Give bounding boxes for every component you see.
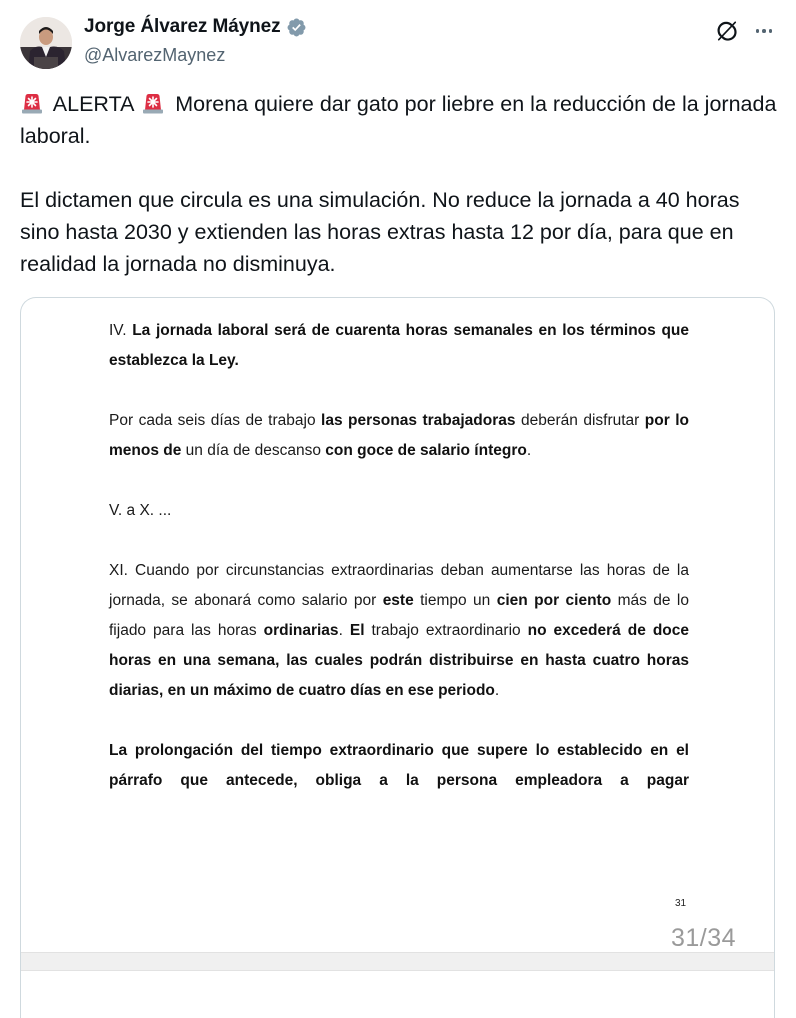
doc-page-number: 31 bbox=[675, 898, 687, 909]
tweet-text bbox=[20, 88, 780, 280]
doc-paragraph-iv: IV. La jornada laboral será de cuarenta horas semanales en los términos que establezca la Ley. bbox=[109, 322, 689, 369]
author-name-row bbox=[84, 16, 307, 38]
author-display-name[interactable]: Jorge Álvarez Máynez bbox=[84, 16, 281, 37]
doc-paragraph-prolongacion: La prolongación del tiempo extraordinario que supere lo establecido en el párrafo que antecede, obliga a la persona empleadora a pagar bbox=[109, 742, 689, 789]
author-handle[interactable]: @AlvarezMaynez bbox=[84, 45, 226, 65]
document-page bbox=[109, 316, 689, 796]
dot bbox=[762, 29, 766, 33]
police-siren-emoji-icon bbox=[20, 91, 44, 115]
tweet-header bbox=[0, 0, 796, 80]
dot bbox=[769, 29, 773, 33]
verified-badge-icon[interactable] bbox=[286, 17, 307, 38]
attached-document-image[interactable] bbox=[20, 297, 775, 1018]
tweet-paragraph-2: El dictamen que circula es una simulación. No reduce la jornada a 40 horas sino hasta 2030 y extienden las horas extras hasta 12 por día, para que en realidad la jornada no disminuya. bbox=[20, 188, 740, 276]
alert-label: ALERTA bbox=[48, 92, 140, 116]
tweet-line-1-text: Morena quiere dar gato por liebre en la reducción de la jornada laboral. bbox=[20, 92, 777, 148]
avatar-photo-icon bbox=[20, 17, 72, 69]
doc-paragraph-descanso: Por cada seis días de trabajo las personas trabajadoras deberán disfrutar por lo menos de un día de descanso con goce de salario íntegro. bbox=[109, 412, 689, 459]
grok-icon[interactable] bbox=[716, 20, 738, 42]
dot bbox=[756, 29, 760, 33]
pdf-page-counter: 31/34 bbox=[671, 924, 737, 952]
doc-paragraph-xi: XI. Cuando por circunstancias extraordinarias deban aumentarse las horas de la jornada, se abonará como salario por este tiempo un cien por ciento más de lo fijado para las horas ordinarias. El trabajo extraordinario no excederá de doce horas en una semana, las cuales podrán distribuirse en hasta cuatro horas diarias, en un máximo de cuatro días en ese periodo. bbox=[109, 562, 690, 699]
police-siren-emoji-icon bbox=[141, 91, 165, 115]
more-options-icon[interactable] bbox=[752, 20, 776, 42]
author-avatar[interactable] bbox=[20, 17, 72, 69]
horizontal-scrollbar[interactable] bbox=[21, 952, 774, 971]
tweet-paragraph-1 bbox=[20, 88, 780, 152]
doc-paragraph-v-a-x: V. a X. ... bbox=[109, 502, 172, 519]
